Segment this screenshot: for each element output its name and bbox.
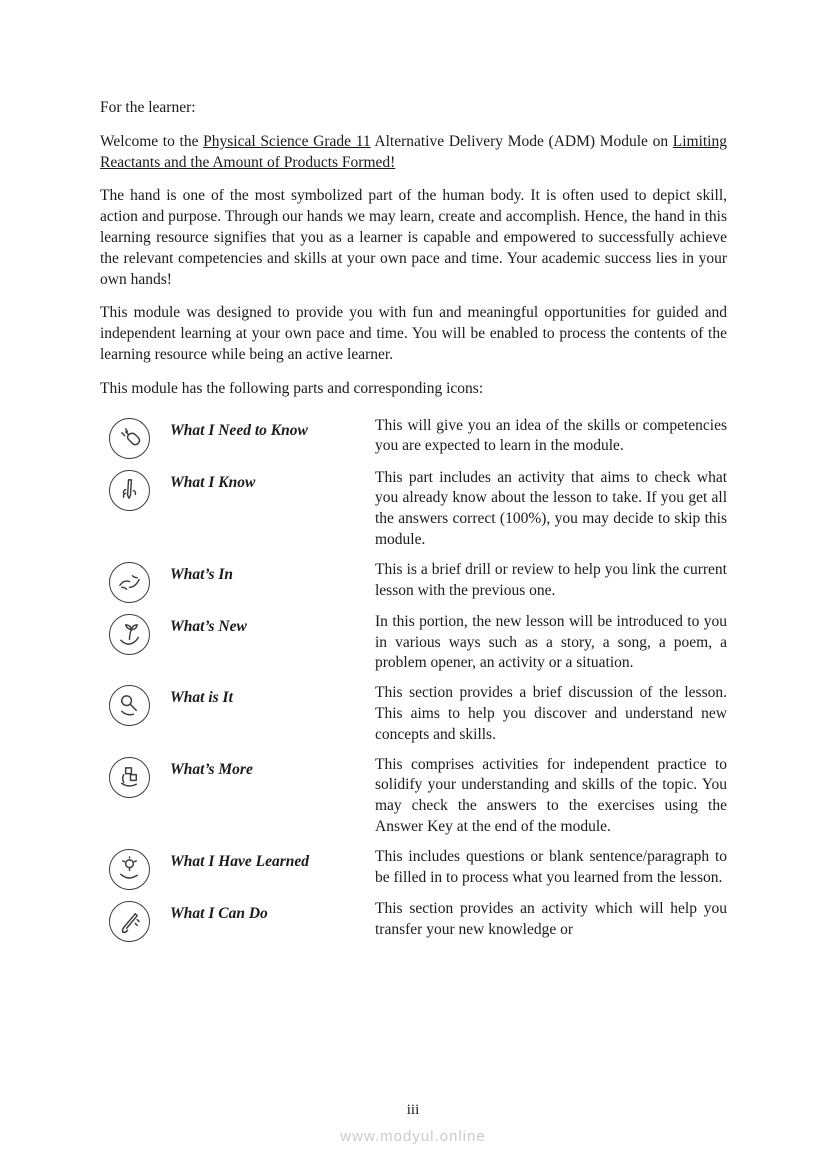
- parts-intro-paragraph: This module has the following parts and corresponding icons:: [100, 379, 484, 397]
- part-description: This is a brief drill or review to help you link the current lesson with the previous one.: [375, 560, 727, 599]
- part-description: This part includes an activity that aims to check what you already know about the lesson to take. If you get all the answers correct (100%), you may decide to skip this module.: [375, 468, 727, 548]
- welcome-paragraph: [100, 132, 727, 174]
- welcome-text-1: Welcome to the: [100, 132, 204, 150]
- list-item: [100, 847, 727, 890]
- part-description: This section provides an activity which will help you transfer your new knowledge or: [375, 899, 727, 938]
- writing-hand-icon: [109, 901, 150, 942]
- magnifying-glass-icon: [109, 685, 150, 726]
- part-description: This section provides a brief discussion of the lesson. This aims to help you discover and understand new concepts and skills.: [375, 684, 727, 743]
- list-item: [100, 416, 727, 459]
- part-label: What I Need to Know: [170, 421, 308, 439]
- part-label: What’s New: [170, 617, 247, 635]
- open-hands-icon: [109, 562, 150, 603]
- list-item: [100, 683, 727, 745]
- part-description: In this portion, the new lesson will be introduced to you in various ways such as a story, a song, a poem, a problem opener, an activity or a situation.: [375, 612, 727, 672]
- part-label: What I Have Learned: [170, 852, 310, 870]
- list-item: [100, 560, 727, 603]
- module-parts-list: [100, 416, 727, 942]
- page-number: iii: [406, 1102, 420, 1118]
- part-description: This will give you an idea of the skills or competencies you are expected to learn in the module.: [375, 416, 727, 455]
- hand-with-blocks-icon: [109, 757, 150, 798]
- pointing-hand-icon: [109, 418, 150, 459]
- list-item: [100, 755, 727, 838]
- list-item: [100, 468, 727, 551]
- hand-symbolism-paragraph: The hand is one of the most symbolized part of the human body. It is often used to depict skill, action and purpose. Through our hands we may learn, create and accomplish. Hence, the hand in this learning resource signifies that you as a learner is capable and empowered to successfully achieve the relevant competencies and skills at your own pace and time. Your academic success lies in your own hands!: [100, 187, 727, 288]
- module-subject-title: Physical Science Grade 11: [203, 132, 371, 150]
- list-item: [100, 612, 727, 674]
- part-description: This includes questions or blank sentence/paragraph to be filled in to process what you learned from the lesson.: [375, 847, 727, 886]
- list-item: [100, 899, 727, 942]
- hand-holding-pencil-icon: [109, 470, 150, 511]
- page-content: [100, 98, 727, 951]
- welcome-text-2: Alternative Delivery Mode (ADM) Module on: [370, 132, 673, 150]
- part-label: What’s More: [170, 760, 253, 778]
- part-description: This comprises activities for independent practice to solidify your understanding and skills of the topic. You may check the answers to the exercises using the Answer Key at the end of the module.: [375, 755, 727, 835]
- part-label: What I Know: [170, 473, 256, 491]
- hand-with-lightbulb-icon: [109, 849, 150, 890]
- module-topic-title: Limiting Reactants and the Amount of Products Formed!: [100, 132, 727, 171]
- part-label: What I Can Do: [170, 904, 268, 922]
- watermark: www.modyul.online: [340, 1128, 486, 1145]
- hand-with-plant-icon: [109, 614, 150, 655]
- part-label: What is It: [170, 689, 233, 707]
- module-design-paragraph: This module was designed to provide you with fun and meaningful opportunities for guided and independent learning at your own pace and time. You will be enabled to process the contents of the learning resource while being an active learner.: [100, 304, 727, 363]
- part-label: What’s In: [170, 565, 234, 583]
- intro-heading: For the learner:: [100, 99, 196, 116]
